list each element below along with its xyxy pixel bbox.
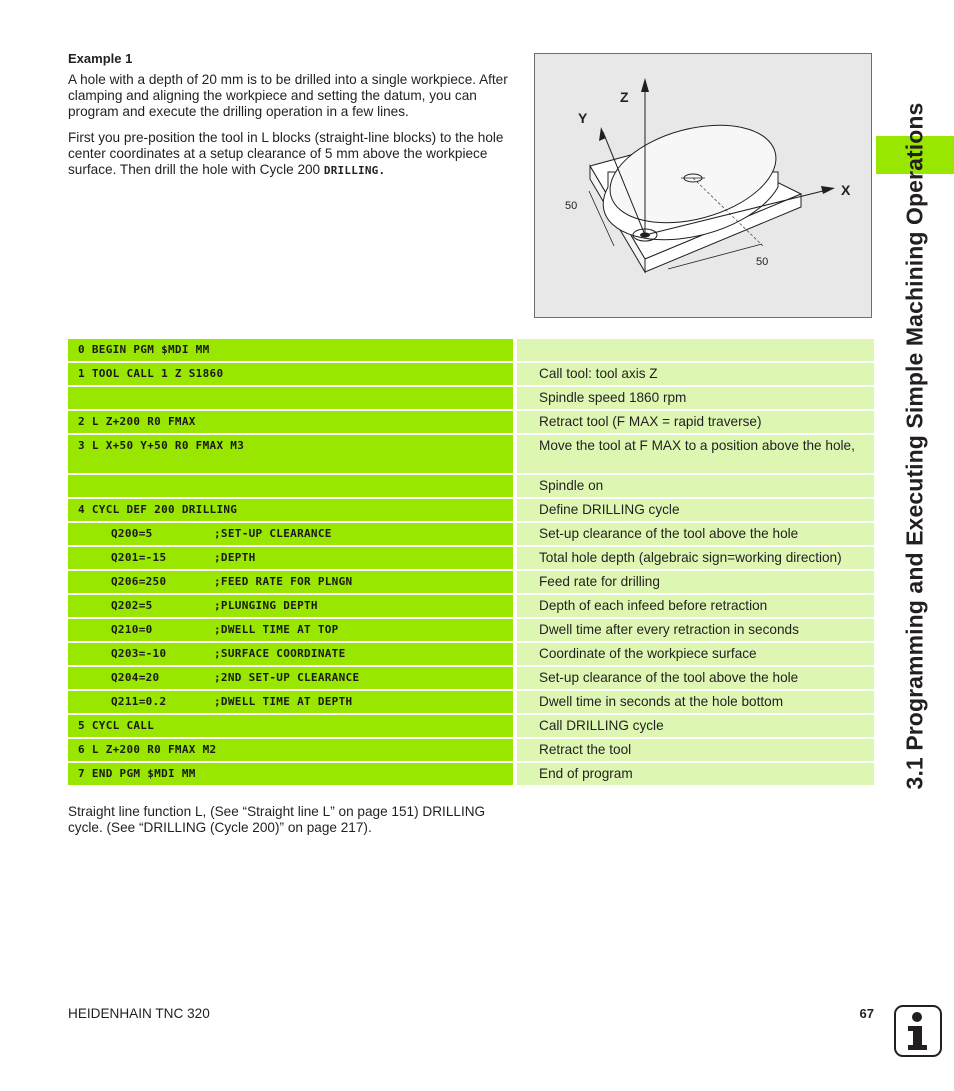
cycle-parameter-comment: ;SET-UP CLEARANCE — [214, 527, 332, 540]
program-description: Dwell time in seconds at the hole bottom — [517, 691, 874, 713]
dim-label-left: 50 — [565, 200, 578, 212]
program-description — [517, 339, 874, 361]
chapter-side-title: 3.1 Programming and Executing Simple Machining Operations — [901, 102, 928, 790]
cycle-parameter-comment: ;2ND SET-UP CLEARANCE — [214, 671, 360, 684]
program-row — [68, 595, 874, 617]
cycle-parameter-comment: ;DEPTH — [214, 551, 256, 564]
program-description: Retract the tool — [517, 739, 874, 761]
program-row — [68, 411, 874, 433]
axis-label-x: X — [841, 182, 851, 198]
cycle-parameter-comment: ;DWELL TIME AT DEPTH — [214, 695, 353, 708]
program-description: Define DRILLING cycle — [517, 499, 874, 521]
program-code — [68, 571, 513, 593]
program-code — [68, 667, 513, 689]
x-axis-arrow — [821, 186, 835, 194]
program-row — [68, 691, 874, 713]
axis-label-y: Y — [578, 110, 588, 126]
program-description: Spindle on — [517, 475, 874, 497]
program-code — [68, 547, 513, 569]
program-row — [68, 619, 874, 641]
program-description: Dwell time after every retraction in seconds — [517, 619, 874, 641]
program-code: 2 L Z+200 R0 FMAX — [68, 411, 513, 433]
workpiece-figure — [534, 53, 872, 318]
cycle-parameter: Q203=-10 — [111, 647, 167, 660]
program-row — [68, 643, 874, 665]
program-description: Call DRILLING cycle — [517, 715, 874, 737]
program-row — [68, 667, 874, 689]
program-description: Total hole depth (algebraic sign=working direction) — [517, 547, 874, 569]
program-description: Retract tool (F MAX = rapid traverse) — [517, 411, 874, 433]
info-icon — [894, 1005, 942, 1057]
program-description: Depth of each infeed before retraction — [517, 595, 874, 617]
program-row — [68, 547, 874, 569]
dim-label-bottom: 50 — [756, 256, 769, 268]
program-row — [68, 475, 874, 497]
cycle-parameter-comment: ;DWELL TIME AT TOP — [214, 623, 339, 636]
program-description: Set-up clearance of the tool above the hole — [517, 523, 874, 545]
paragraph-2-text: First you pre-position the tool in L blocks (straight-line blocks) to the hole center coordinates at a setup clearance of 5 mm above the workpiece surface. Then drill the hole with Cycle 200 — [68, 130, 504, 177]
z-axis-arrow — [641, 78, 649, 92]
cycle-parameter: Q210=0 — [111, 623, 153, 636]
program-code — [68, 475, 513, 497]
axis-label-z: Z — [620, 89, 629, 105]
program-code: 4 CYCL DEF 200 DRILLING — [68, 499, 513, 521]
cycle-parameter: Q202=5 — [111, 599, 153, 612]
program-code: 5 CYCL CALL — [68, 715, 513, 737]
cycle-parameter-comment: ;PLUNGING DEPTH — [214, 599, 318, 612]
program-code: 1 TOOL CALL 1 Z S1860 — [68, 363, 513, 385]
cycle-parameter: Q211=0.2 — [111, 695, 167, 708]
program-code — [68, 643, 513, 665]
program-code — [68, 595, 513, 617]
program-row — [68, 363, 874, 385]
example-heading: Example 1 — [68, 51, 133, 66]
program-row — [68, 435, 874, 473]
program-description: End of program — [517, 763, 874, 785]
page-number: 67 — [859, 1006, 874, 1021]
info-glyph — [896, 1007, 940, 1055]
program-description: Feed rate for drilling — [517, 571, 874, 593]
program-code — [68, 619, 513, 641]
program-code: 3 L X+50 Y+50 R0 FMAX M3 — [68, 435, 513, 473]
cycle-parameter: Q206=250 — [111, 575, 167, 588]
example-paragraph-2 — [68, 130, 513, 179]
program-description: Spindle speed 1860 rpm — [517, 387, 874, 409]
program-row — [68, 339, 874, 361]
program-row — [68, 739, 874, 761]
y-axis-arrow — [599, 127, 606, 141]
program-row — [68, 387, 874, 409]
footer-product: HEIDENHAIN TNC 320 — [68, 1006, 210, 1021]
program-code: 6 L Z+200 R0 FMAX M2 — [68, 739, 513, 761]
program-description: Call tool: tool axis Z — [517, 363, 874, 385]
program-code: 0 BEGIN PGM $MDI MM — [68, 339, 513, 361]
program-row — [68, 571, 874, 593]
workpiece-diagram — [535, 54, 871, 317]
cycle-parameter-comment: ;SURFACE COORDINATE — [214, 647, 346, 660]
example-paragraph-1: A hole with a depth of 20 mm is to be drilled into a single workpiece. After clamping and aligning the workpiece and setting the datum, you can program and execute the drilling operation in a few lines. — [68, 72, 508, 119]
program-code: 7 END PGM $MDI MM — [68, 763, 513, 785]
cycle-parameter: Q204=20 — [111, 671, 160, 684]
program-row — [68, 499, 874, 521]
cycle-parameter-comment: ;FEED RATE FOR PLNGN — [214, 575, 353, 588]
program-code — [68, 523, 513, 545]
paragraph-2-code: DRILLING. — [323, 164, 386, 177]
program-table — [68, 339, 874, 787]
cycle-parameter: Q200=5 — [111, 527, 153, 540]
program-description: Coordinate of the workpiece surface — [517, 643, 874, 665]
program-row — [68, 523, 874, 545]
program-code — [68, 691, 513, 713]
cycle-parameter: Q201=-15 — [111, 551, 167, 564]
program-row — [68, 715, 874, 737]
program-row — [68, 763, 874, 785]
program-description: Set-up clearance of the tool above the hole — [517, 667, 874, 689]
note-paragraph: Straight line function L, (See “Straight line L” on page 151) DRILLING cycle. (See “DRILLING (Cycle 200)” on page 217). — [68, 804, 486, 835]
program-description: Move the tool at F MAX to a position above the hole, — [517, 435, 874, 473]
program-code — [68, 387, 513, 409]
